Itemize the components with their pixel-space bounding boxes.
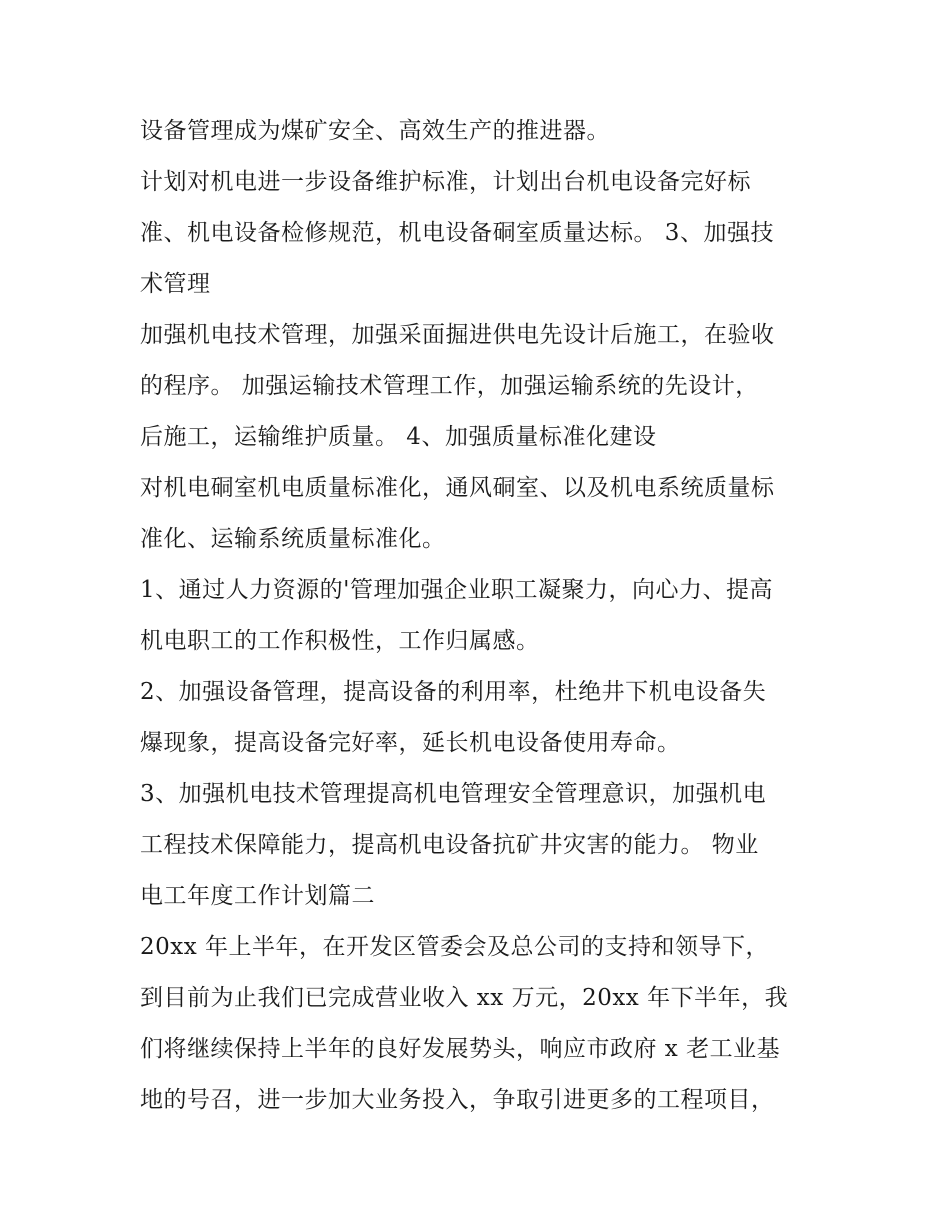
- text-line: 机电职工的工作积极性，工作归属感。: [140, 628, 540, 654]
- text-line: 3、加强机电技术管理提高机电管理安全管理意识，加强机电: [140, 781, 767, 807]
- section-heading: 电工年度工作计划篇二: [140, 883, 375, 909]
- text-line: 地的号召，进一步加大业务投入，争取引进更多的工程项目，: [140, 1087, 775, 1113]
- text-line: 1、通过人力资源的'管理加强企业职工凝聚力，向心力、提高: [140, 577, 773, 603]
- text-line: 对机电硐室机电质量标准化，通风硐室、以及机电系统质量标: [140, 475, 775, 501]
- text-line: 加强机电技术管理，加强采面掘进供电先设计后施工，在验收: [140, 322, 775, 348]
- text-line: 计划对机电进一步设备维护标准，计划出台机电设备完好标: [140, 169, 751, 195]
- text-line: 准、机电设备检修规范，机电设备硐室质量达标。 3、加强技: [140, 220, 774, 246]
- text-line: 到目前为止我们已完成营业收入 xx 万元，20xx 年下半年，我: [140, 985, 789, 1011]
- document-body: [140, 106, 830, 1126]
- text-line: 准化、运输系统质量标准化。: [140, 526, 446, 552]
- text-line: 爆现象，提高设备完好率，延长机电设备使用寿命。: [140, 730, 681, 756]
- text-line: 们将继续保持上半年的良好发展势头，响应市政府 x 老工业基: [140, 1036, 781, 1062]
- text-line: 术管理: [140, 271, 211, 297]
- text-line: 2、加强设备管理，提高设备的利用率，杜绝井下机电设备失: [140, 679, 767, 705]
- text-line: 工程技术保障能力，提高机电设备抗矿井灾害的能力。 物业: [140, 832, 759, 858]
- text-line: 的程序。 加强运输技术管理工作，加强运输系统的先设计，: [140, 373, 759, 399]
- text-line: 设备管理成为煤矿安全、高效生产的推进器。: [140, 118, 610, 144]
- text-line: 20xx 年上半年，在开发区管委会及总公司的支持和领导下，: [140, 934, 770, 960]
- text-line: 后施工，运输维护质量。 4、加强质量标准化建设: [140, 424, 657, 450]
